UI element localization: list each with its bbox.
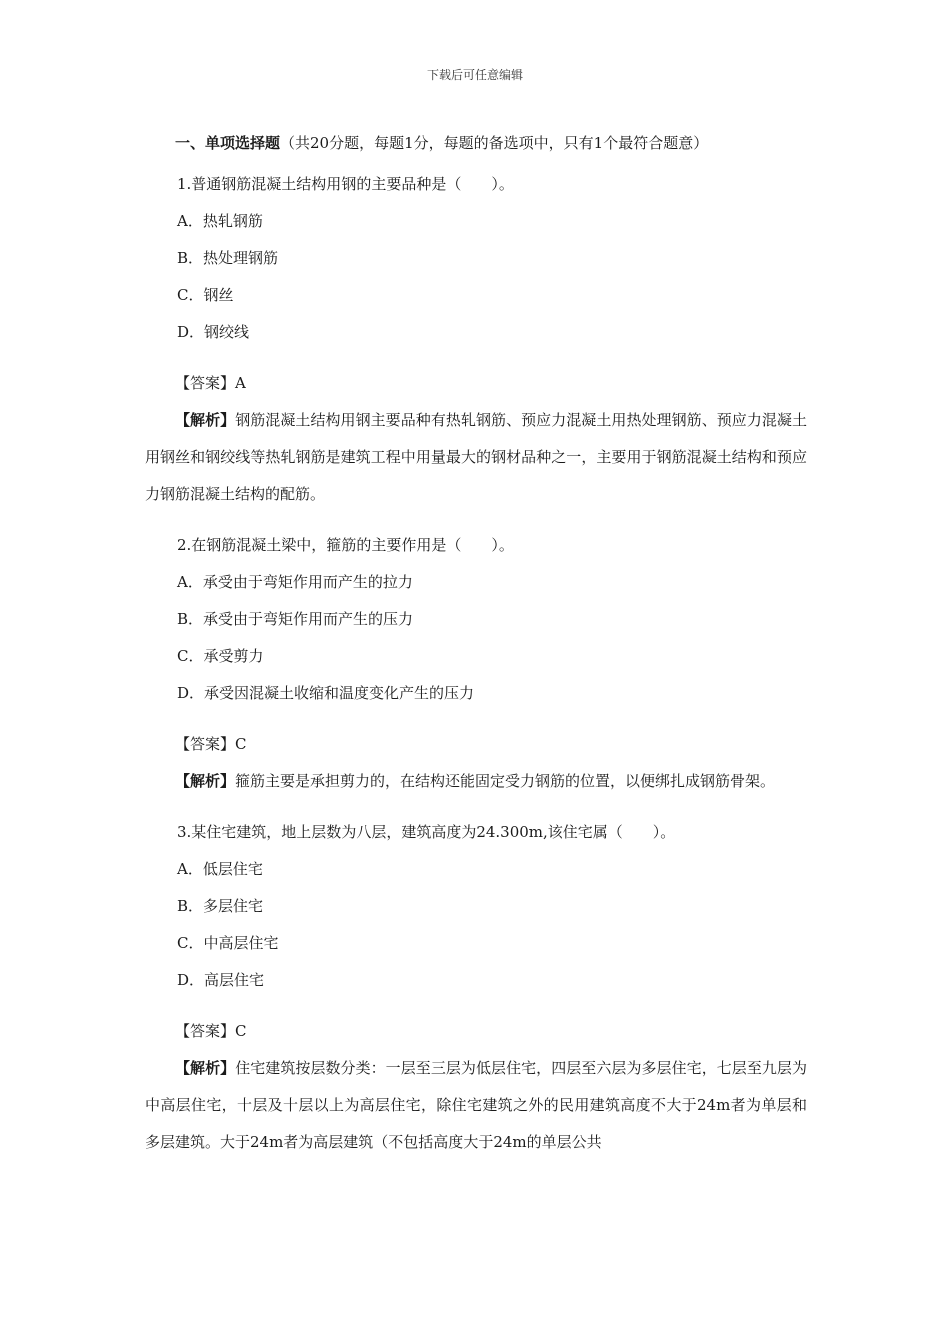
header-note: 下载后可任意编辑 — [426, 68, 523, 82]
analysis-text: 住宅建筑按层数分类：一层至三层为低层住宅，四层至六层为多层住宅，七层至九层为中高层住宅，十层及十层以上为高层住宅，除住宅建筑之外的民用建筑高度不大于24m者为单层和多层建筑。大于24m者为高层建筑（不包括高度大于24m的单层公共 — [145, 1059, 807, 1151]
section-title-bold: 一、单项选择题 — [175, 134, 281, 152]
answer — [145, 1013, 807, 1050]
question-3 — [145, 814, 807, 1161]
analysis — [145, 1050, 807, 1161]
answer — [145, 726, 807, 763]
option-a: A．热轧钢筋 — [177, 212, 263, 230]
answer-value: C — [235, 735, 247, 753]
option-d: D．高层住宅 — [177, 971, 265, 989]
option-b: B．承受由于弯矩作用而产生的压力 — [177, 610, 414, 628]
answer-label: 【答案】 — [175, 1022, 236, 1040]
section-title — [145, 125, 807, 162]
analysis — [145, 402, 807, 513]
question-stem: 2.在钢筋混凝土梁中，箍筋的主要作用是（ ）。 — [177, 536, 514, 554]
option-b: B．热处理钢筋 — [177, 249, 279, 267]
answer-value: A — [235, 374, 246, 392]
option-c: C．钢丝 — [177, 286, 234, 304]
question-stem: 3.某住宅建筑，地上层数为八层，建筑高度为24.300m,该住宅属（ ）。 — [177, 823, 676, 841]
question-2 — [145, 527, 807, 800]
answer-label: 【答案】 — [175, 374, 236, 392]
answer — [145, 365, 807, 402]
option-a: A．低层住宅 — [177, 860, 263, 878]
analysis-text: 钢筋混凝土结构用钢主要品种有热轧钢筋、预应力混凝土用热处理钢筋、预应力混凝土用钢丝和钢绞线等热轧钢筋是建筑工程中用量最大的钢材品种之一，主要用于钢筋混凝土结构和预应力钢筋混凝土结构的配筋。 — [145, 411, 807, 503]
document-body — [145, 125, 807, 1175]
analysis-label: 【解析】 — [175, 1059, 236, 1077]
option-d: D．钢绞线 — [177, 323, 250, 341]
option-a: A．承受由于弯矩作用而产生的拉力 — [177, 573, 413, 591]
section-title-rest: （共20分题，每题1分，每题的备选项中，只有1个最符合题意） — [280, 134, 709, 152]
option-b: B．多层住宅 — [177, 897, 264, 915]
option-c: C．中高层住宅 — [177, 934, 279, 952]
question-1 — [145, 166, 807, 513]
analysis-label: 【解析】 — [175, 772, 236, 790]
option-d: D．承受因混凝土收缩和温度变化产生的压力 — [177, 684, 475, 702]
analysis-text: 箍筋主要是承担剪力的，在结构还能固定受力钢筋的位置，以便绑扎成钢筋骨架。 — [235, 772, 776, 790]
question-stem: 1.普通钢筋混凝土结构用钢的主要品种是（ ）。 — [177, 175, 514, 193]
option-c: C．承受剪力 — [177, 647, 264, 665]
answer-label: 【答案】 — [175, 735, 236, 753]
analysis-label: 【解析】 — [175, 411, 236, 429]
answer-value: C — [235, 1022, 247, 1040]
analysis — [145, 763, 807, 800]
